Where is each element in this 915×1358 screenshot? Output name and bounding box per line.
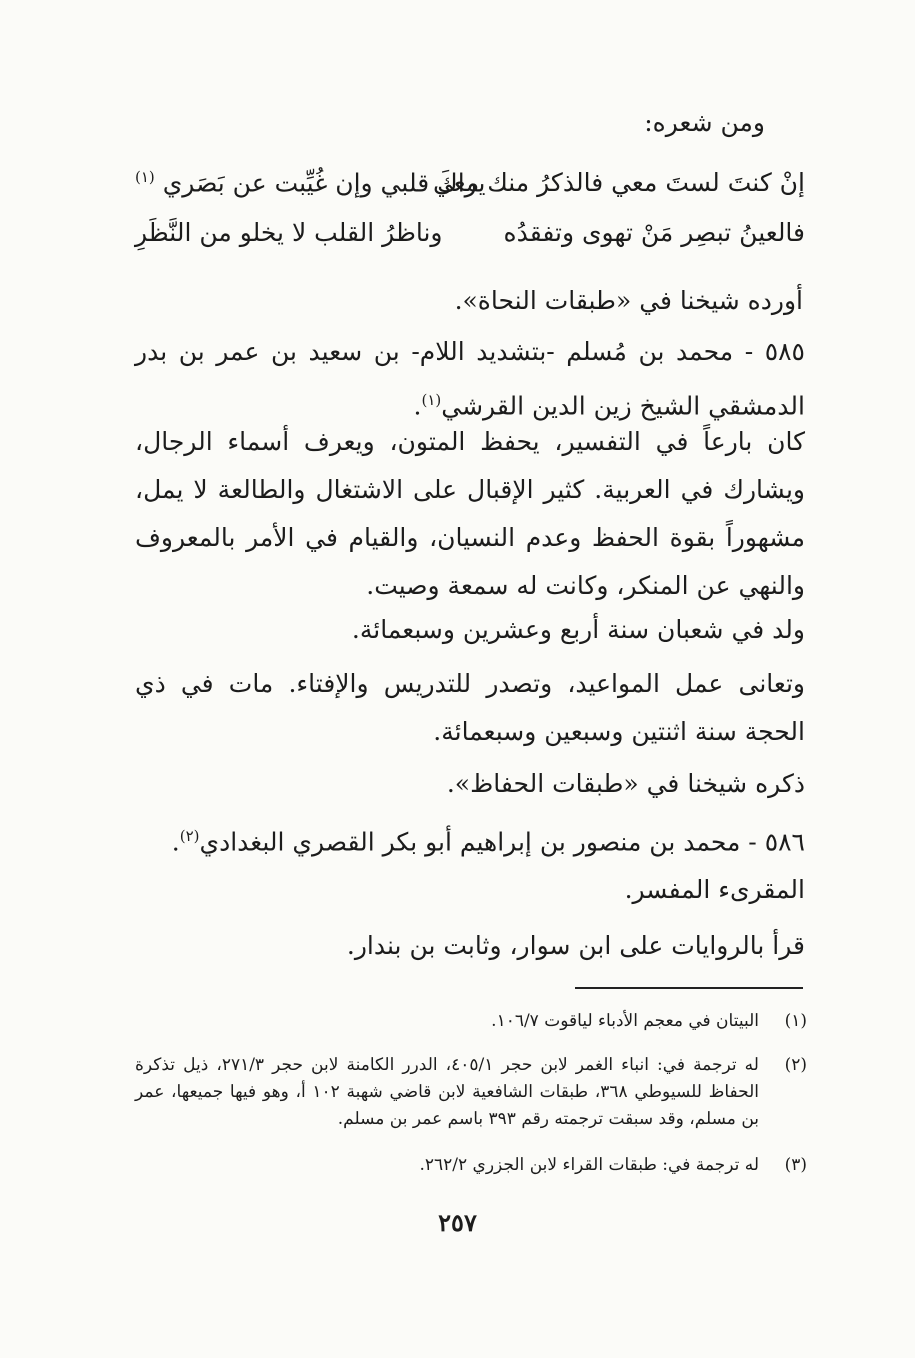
entry-586-footnote-ref: (٢) [179, 827, 200, 845]
footnote-2-text: له ترجمة في: انباء الغمر لابن حجر ٤٠٥/١، الدرر الكامنة لابن حجر ٢٧١/٣، ذيل تذكرة الحفاظ للسيوطي ٣٦٨، طبقات الشافعية لابن قاضي شهبة ١٠٢ أ، وهو فيها جميعها، عمر بن مسلم، وقد سبقت ترجمته رقم ٣٩٣ باسم عمر بن مسلم. [135, 1055, 760, 1129]
footnote-ref-1: (١) [135, 168, 155, 186]
entry-585-end: . [413, 391, 422, 421]
entry-585-paragraph-1: كان بارعاً في التفسير، يحفظ المتون، ويعرف أسماء الرجال، ويشارك في العربية. كثير الإقبال على الاشتغال والطالعة لا يمل، مشهوراً بقوة الحفظ وعدم النسيان، والقيام في الأمر بالمعروف والنهي عن المنكر، وكانت له سمعة وصيت. [135, 427, 805, 600]
entry-586-end: . [171, 827, 180, 857]
entry-585-footnote-ref: (١) [421, 391, 442, 409]
entry-586-text: ٥٨٦ - محمد بن منصور بن إبراهيم أبو بكر القصري البغدادي [199, 827, 805, 857]
verse-2-first-hemistich: فالعينُ تبصِر مَنْ تهوى وتفقدُه [503, 218, 805, 247]
footnote-1-text: البيتان في معجم الأدباء لياقوت ١٠٦/٧. [491, 1011, 759, 1031]
verse-line-2 [135, 218, 805, 258]
verse-line-1 [135, 168, 805, 208]
footnote-1-number: (١) [784, 1011, 807, 1031]
verse-2-second-hemistich: وناظرُ القلب لا يخلو من النَّظَرِ [135, 218, 443, 247]
verse-1-first-hemistich: إنْ كنتَ لستَ معي فالذكرُ منك معي [432, 168, 805, 197]
entry-585-paragraph-2: ولد في شعبان سنة أربع وعشرين وسبعمائة. [351, 615, 805, 644]
footnote-3-number: (٣) [784, 1155, 807, 1175]
footnote-3-text: له ترجمة في: طبقات القراء لابن الجزري ٢٦٢/٢. [419, 1155, 759, 1175]
entry-585-paragraph-3: وتعانى عمل المواعيد، وتصدر للتدريس والإفتاء. مات في ذي الحجة سنة اثنتين وسبعين وسبعمائة. [135, 669, 805, 746]
verse-1-second-text: يراكَ قلبي وإن غُيِّبت عن بَصَري [162, 168, 486, 198]
entry-586-paragraph-2: قرأ بالروايات على ابن سوار، وثابت بن بندار. [346, 931, 805, 960]
footnote-2 [135, 1052, 807, 1133]
verse-1-second-hemistich [135, 168, 485, 197]
entry-586-paragraph-1: المقرىء المفسر. [624, 875, 805, 904]
entry-585-paragraph-4: ذكره شيخنا في «طبقات الحفاظ». [446, 769, 805, 798]
entry-586-heading [135, 812, 805, 866]
footnote-2-number: (٢) [784, 1055, 807, 1075]
footnote-separator [575, 987, 803, 989]
entry-585-heading [135, 328, 805, 430]
poetry-intro: ومن شعره: [644, 108, 765, 137]
source-note: أورده شيخنا في «طبقات النحاة». [454, 286, 803, 315]
footnote-1 [135, 1008, 807, 1035]
footnote-3 [135, 1152, 807, 1179]
page-number: ٢٥٧ [438, 1208, 477, 1237]
entry-585-text: ٥٨٥ - محمد بن مُسلم -بتشديد اللام- بن سعيد بن عمر بن بدر الدمشقي الشيخ زين الدين القرشي [135, 337, 805, 421]
